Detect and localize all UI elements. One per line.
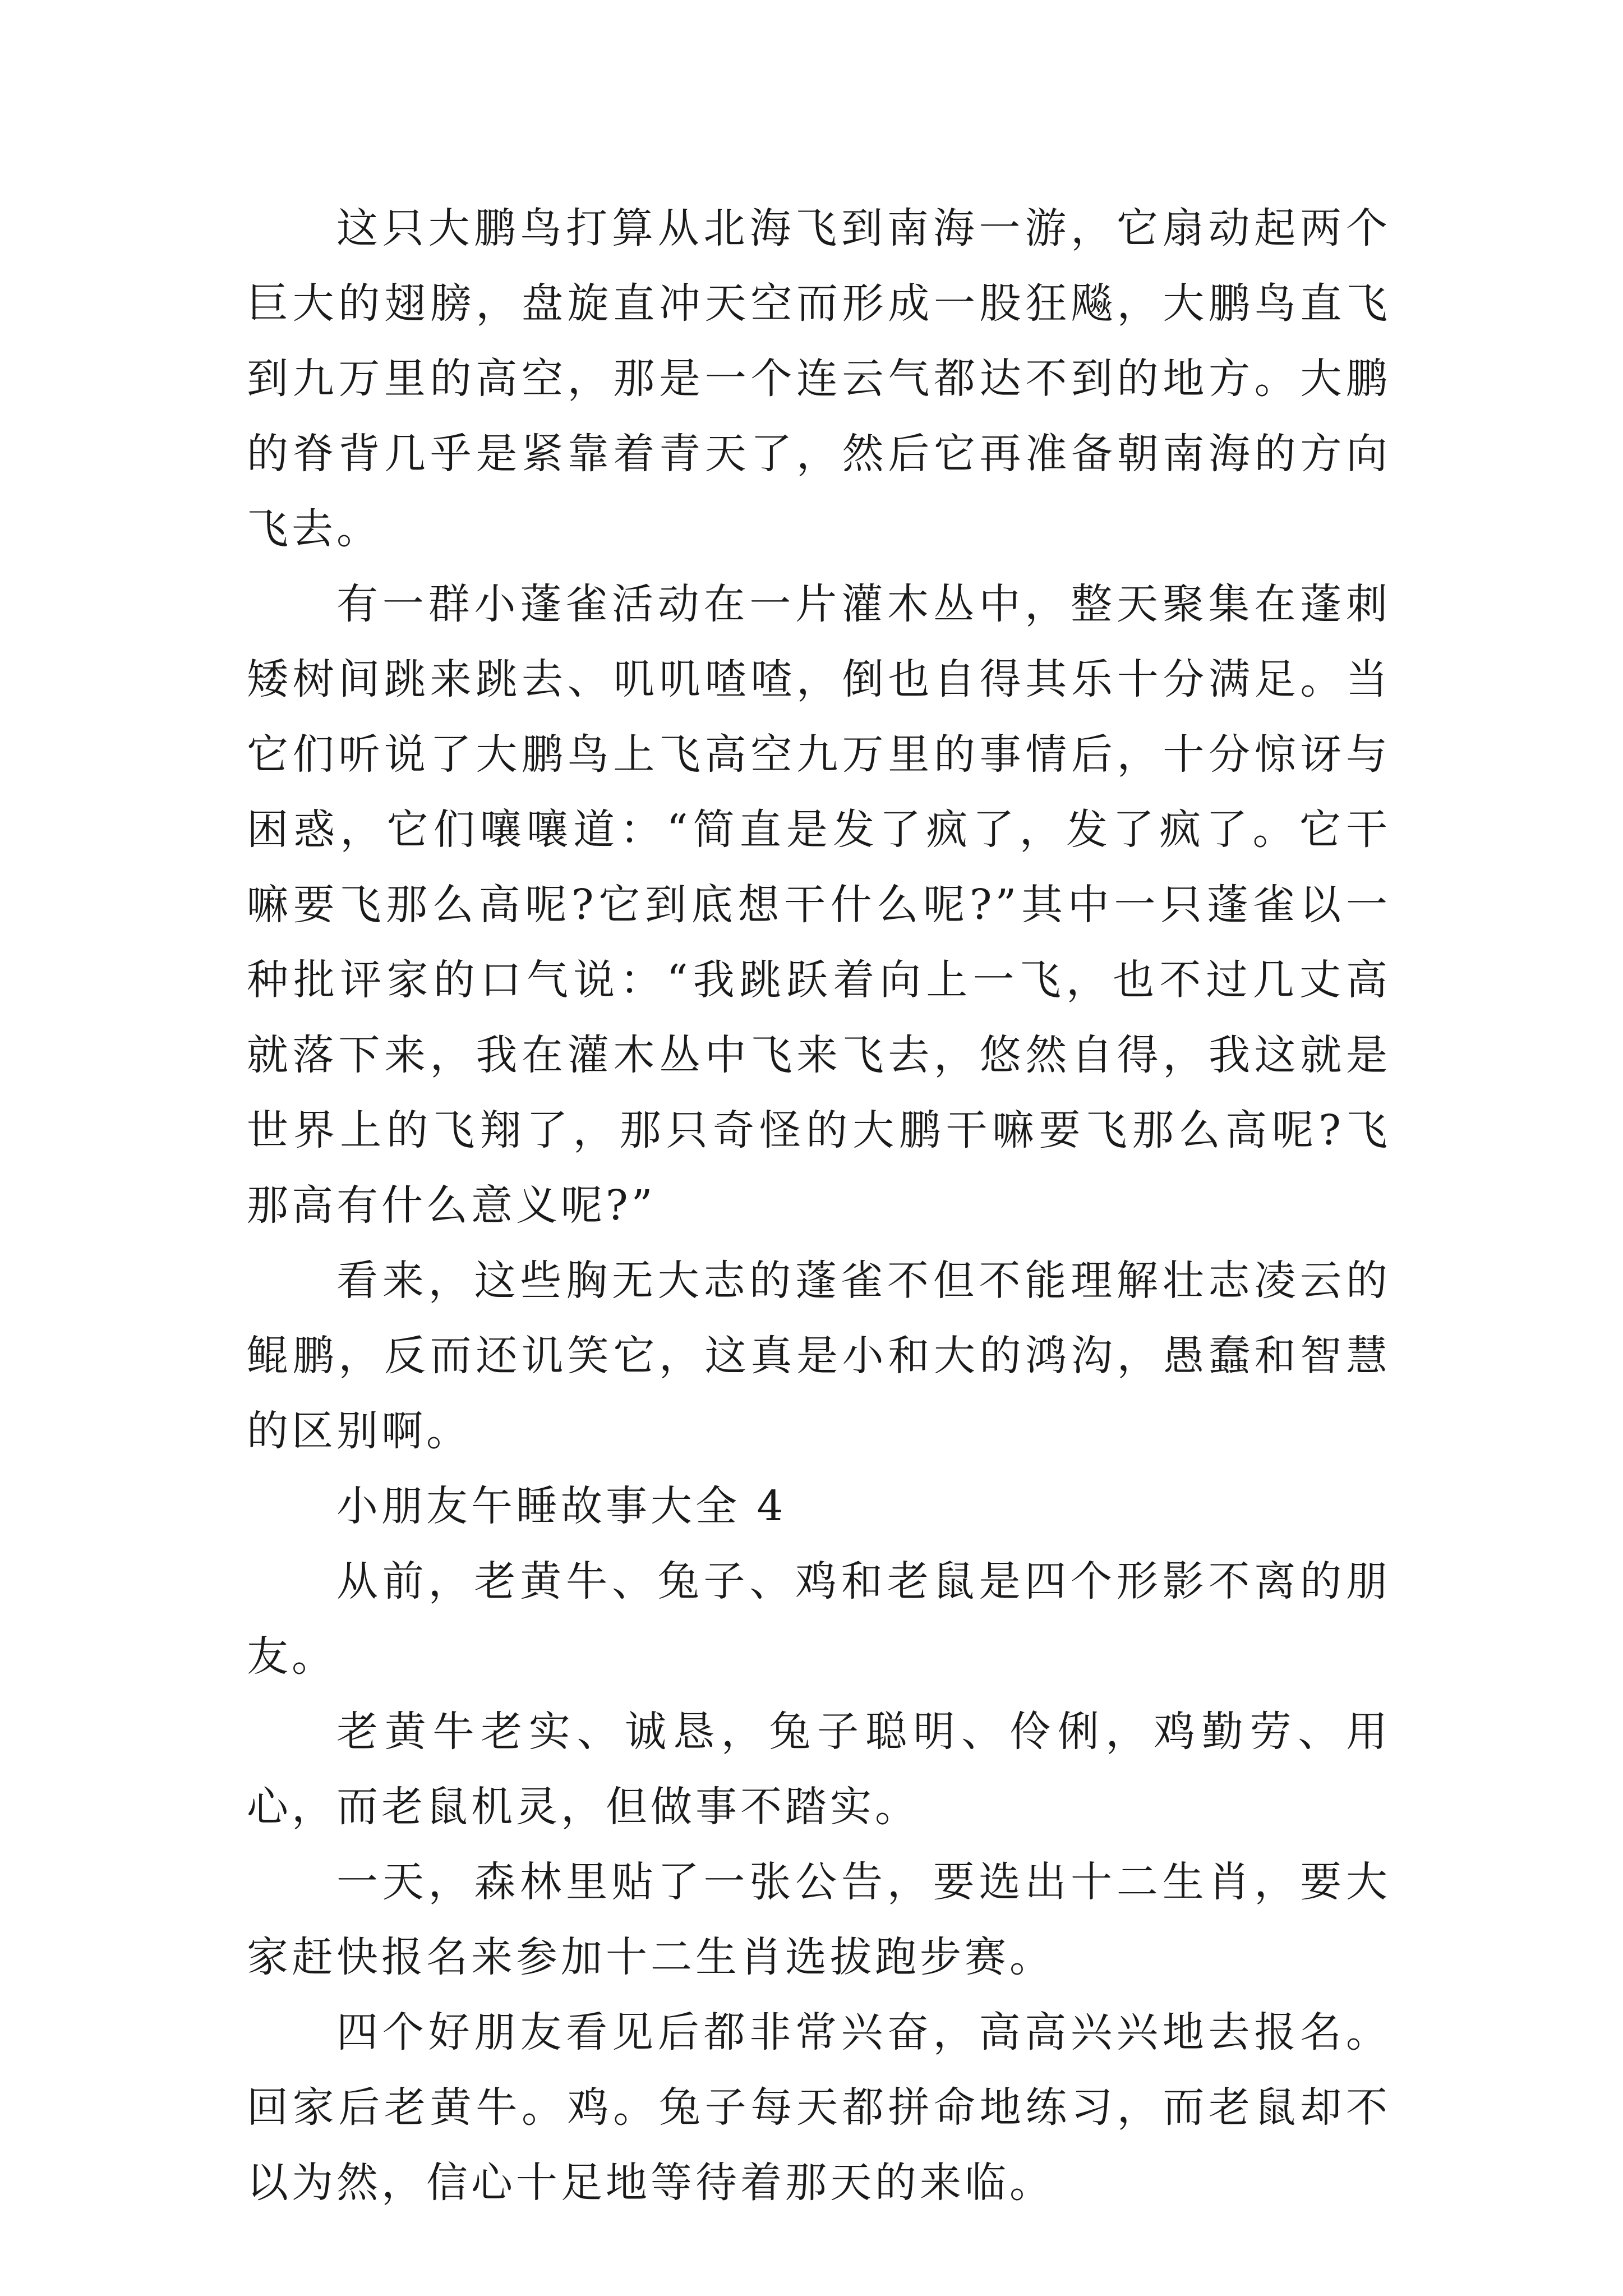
paragraph-conclusion: 看来，这些胸无大志的蓬雀不但不能理解壮志凌云的鲲鹏，反而还讥笑它，这真是小和大的鸿沟，愚蠢和智慧的区别啊。 [247, 1257, 1391, 1455]
paragraph-four-friends: 从前，老黄牛、兔子、鸡和老鼠是四个形影不离的朋友。 [247, 1557, 1391, 1681]
paragraph-announcement: 一天，森林里贴了一张公告，要选出十二生肖，要大家赶快报名来参加十二生肖选拔跑步赛。 [247, 1858, 1391, 1981]
paragraph-traits: 老黄牛老实、诚恳，兔子聪明、伶俐，鸡勤劳、用心，而老鼠机灵，但做事不踏实。 [247, 1708, 1391, 1831]
paragraph-sparrows: 有一群小蓬雀活动在一片灌木丛中，整天聚集在蓬刺矮树间跳来跳去、叽叽喳喳，倒也自得其乐十分满足。当它们听说了大鹏鸟上飞高空九万里的事情后，十分惊讶与困惑，它们嚷嚷道：“简直是发了疯了，发了疯了。它干嘛要飞那么高呢?它到底想干什么呢?”其中一只蓬雀以一种批评家的口气说：“我跳跃着向上一飞，也不过几丈高就落下来，我在灌木丛中飞来飞去，悠然自得，我这就是世界上的飞翔了，那只奇怪的大鹏干嘛要飞那么高呢?飞那高有什么意义呢?” [247, 580, 1391, 1230]
document-body [247, 191, 1391, 2220]
paragraph-dapeng-flight: 这只大鹏鸟打算从北海飞到南海一游，它扇动起两个巨大的翅膀，盘旋直冲天空而形成一股狂飚，大鹏鸟直飞到九万里的高空，那是一个连云气都达不到的地方。大鹏的脊背几乎是紧靠着青天了，然后它再准备朝南海的方向飞去。 [247, 204, 1391, 553]
paragraph-practice: 四个好朋友看见后都非常兴奋，高高兴兴地去报名。回家后老黄牛。鸡。兔子每天都拼命地练习，而老鼠却不以为然，信心十足地等待着那天的来临。 [247, 2008, 1391, 2207]
section-heading: 小朋友午睡故事大全 4 [336, 1482, 787, 1530]
